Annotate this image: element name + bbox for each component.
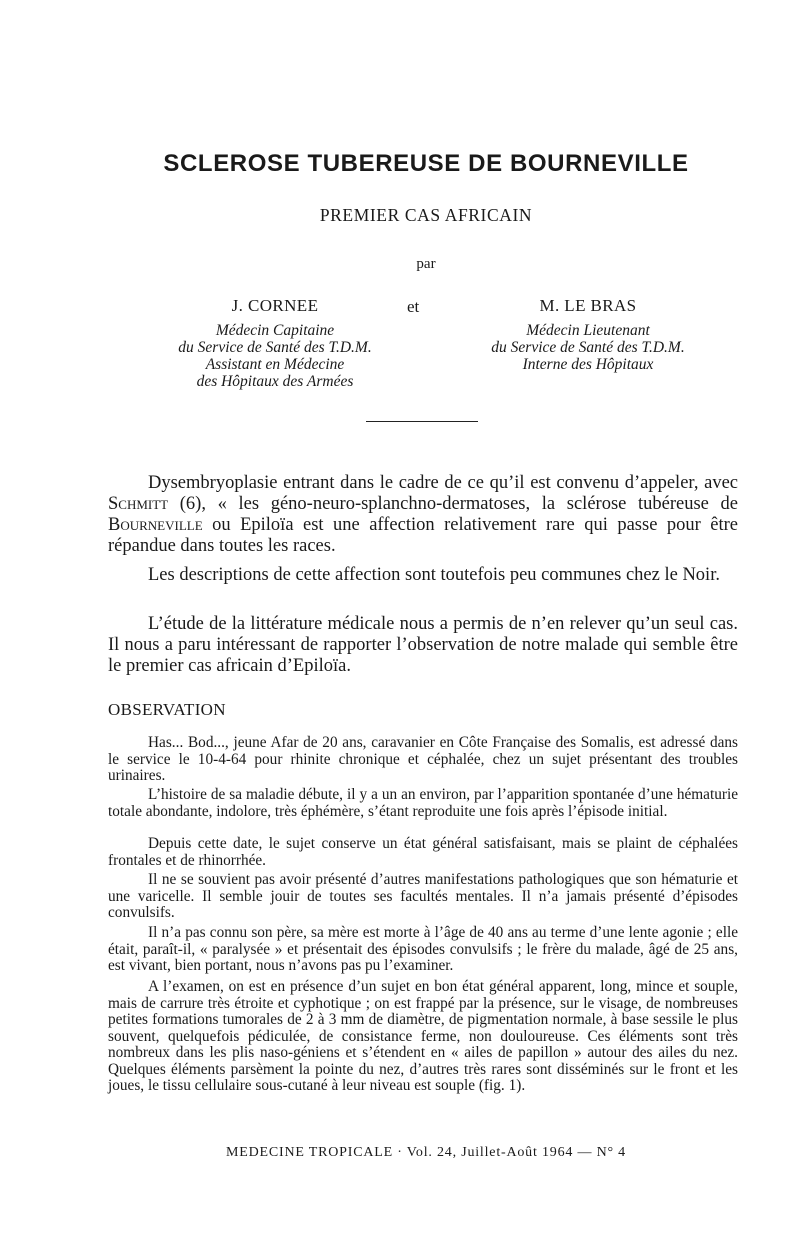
intro-text: Les descriptions de cette affection sont toutefois peu communes chez le Noir. <box>148 565 720 585</box>
intro-text: ou Epiloïa est une affection relativement rare qui passe pour être répandue dans toutes les races. <box>108 515 738 556</box>
cited-author-bourneville: Bourneville <box>108 515 203 535</box>
author-affiliation-line: Interne des Hôpitaux <box>522 356 654 373</box>
author-affiliation-line: Assistant en Médecine <box>205 356 345 373</box>
author-name: J. CORNEE <box>231 296 319 315</box>
author-block-le-bras <box>438 296 738 373</box>
author-affiliation-line: du Service de Santé des T.D.M. <box>491 339 685 356</box>
observation-text: Il n’a pas connu son père, sa mère est morte à l’âge de 40 ans au terme d’une lente agonie ; elle était, paraît-il, « paralysée » et présentait des épisodes convulsifs ; le frère du malade, âgé de 25 ans, est vivant, bien portant, nous n’avons pas pu l’examiner. <box>108 924 738 974</box>
author-affiliation-line: des Hôpitaux des Armées <box>196 373 354 390</box>
observation-paragraph <box>108 925 738 975</box>
author-block-cornee <box>125 296 425 390</box>
author-name: M. LE BRAS <box>539 296 637 315</box>
observation-text: Il ne se souvient pas avoir présenté d’autres manifestations pathologiques que son hématurie et une varicelle. Il semble jouir de toutes ses facultés mentales. Il n’a jamais présenté d’épisodes convulsifs. <box>108 871 738 921</box>
intro-text: L’étude de la littérature médicale nous a permis de n’en relever qu’un seul cas. Il nous a paru intéressant de rapporter l’observation de notre malade qui semble être le premier cas africain d’Epiloïa. <box>108 614 738 676</box>
intro-paragraph-2 <box>108 565 738 586</box>
observation-paragraph <box>108 836 738 869</box>
author-conjunction: et <box>407 297 420 316</box>
observation-text: A l’examen, on est en présence d’un sujet en bon état général apparent, long, mince et souple, mais de carrure très étroite et cyphotique ; on est frappé par la présence, sur le visage, de nombreuses petites formations tumorales de 2 à 3 mm de diamètre, de pigmentation normale, à base sessile le plus souvent, quelquefois pédiculée, de consistance ferme, non douloureuse. Ces éléments sont très nombreux dans les plis naso-géniens et s’étendent en « ailes de papillon » autour des ailes du nez. Quelques éléments parsèment la pointe du nez, d’autres très rares sont disséminés sur le front et les joues, le tissu cellulaire sous-cutané à leur niveau est souple (fig. 1). <box>108 978 738 1094</box>
author-affiliation-line: Médecin Capitaine <box>215 322 335 339</box>
byline-par: par <box>416 256 436 272</box>
journal-footer: MEDECINE TROPICALE · Vol. 24, Juillet-Août 1964 — N° 4 <box>226 1145 626 1160</box>
article-subtitle: PREMIER CAS AFRICAIN <box>319 205 533 225</box>
observation-paragraph <box>108 979 738 1095</box>
observation-paragraph <box>108 787 738 820</box>
intro-text: Dysembryoplasie entrant dans le cadre de ce qu’il est convenu d’appeler, avec <box>148 473 738 493</box>
cited-author-schmitt: Schmitt <box>108 494 169 514</box>
intro-paragraph-1 <box>108 473 738 557</box>
intro-paragraph-3 <box>108 614 738 677</box>
section-heading: OBSERVATION <box>108 700 226 719</box>
article-title: SCLEROSE TUBEREUSE DE BOURNEVILLE <box>163 150 689 177</box>
observation-text: Has... Bod..., jeune Afar de 20 ans, caravanier en Côte Française des Somalis, est adressé dans le service le 10-4-64 pour rhinite chronique et céphalée, chez un sujet présentant des troubles urinaires. <box>108 734 738 784</box>
observation-text: Depuis cette date, le sujet conserve un état général satisfaisant, mais se plaint de céphalées frontales et de rhinorrhée. <box>108 835 738 869</box>
observation-text: L’histoire de sa maladie débute, il y a un an environ, par l’apparition spontanée d’une hématurie totale abondante, indolore, très éphémère, s’étant reproduite une fois après l’épisode initial. <box>108 786 738 820</box>
author-affiliation-line: Médecin Lieutenant <box>526 322 650 339</box>
intro-text: (6), « les géno-neuro-splanchno-dermatoses, la sclérose tubéreuse de <box>168 494 738 514</box>
observation-paragraph <box>108 735 738 785</box>
observation-paragraph <box>108 872 738 922</box>
title-separator-rule <box>366 421 478 422</box>
author-affiliation-line: du Service de Santé des T.D.M. <box>178 339 372 356</box>
